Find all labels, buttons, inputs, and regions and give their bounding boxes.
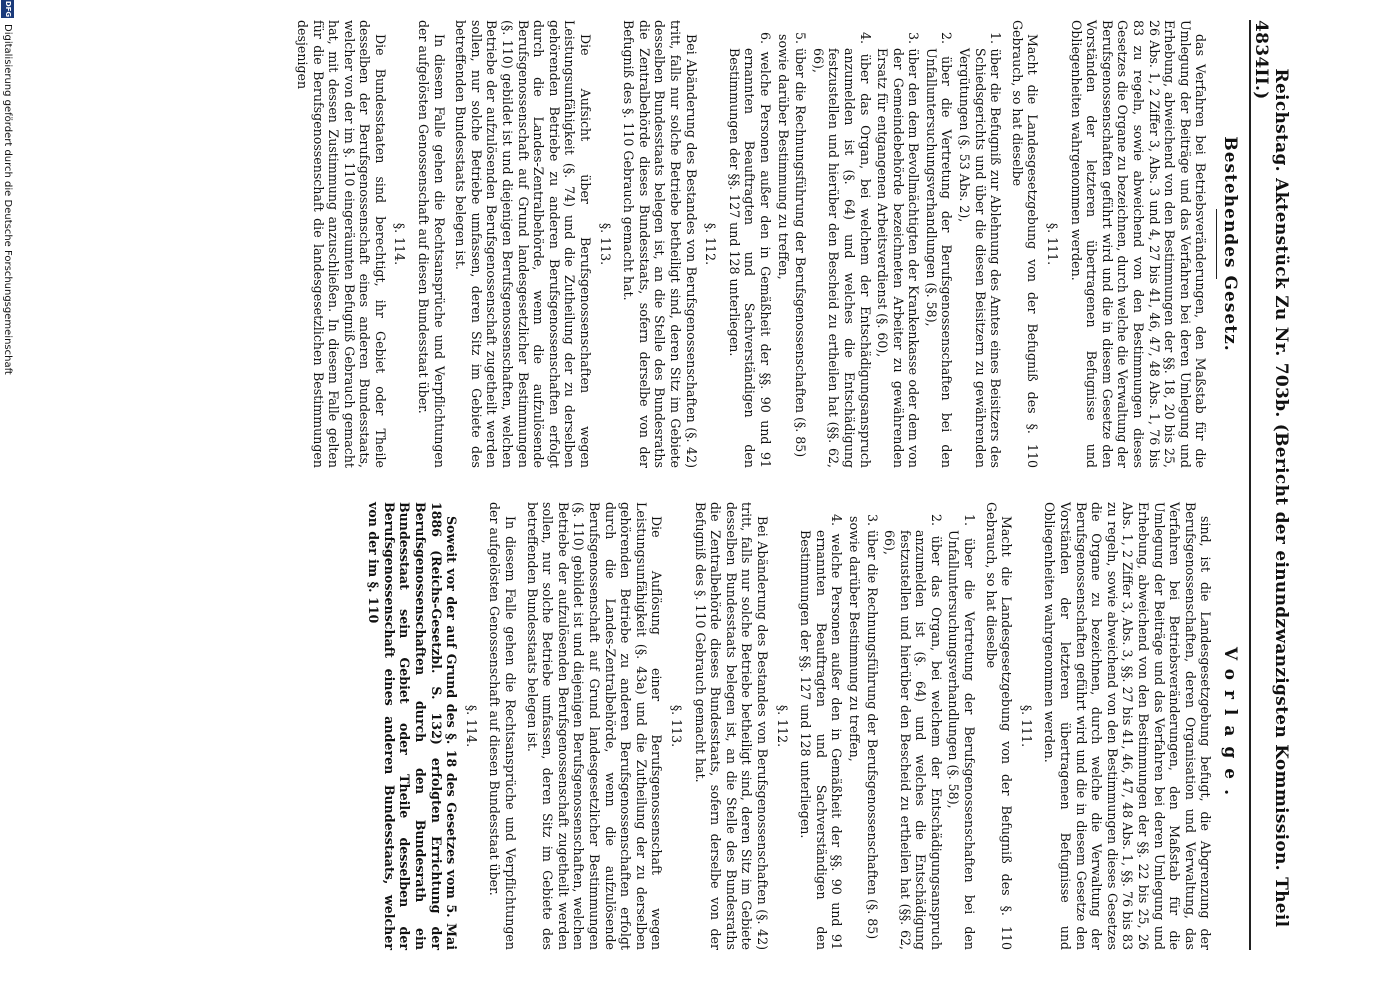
page-number: 4834 xyxy=(1251,20,1271,69)
section-113-title: §. 113. xyxy=(597,222,613,266)
section-114-text: Die Bundesstaaten sind berechtigt, ihr Gebiet oder Theile desselben der Berufsgenossenschaft eines anderen Bundesstaats, welcher von der im §. 110 eingeräumten Befugniß Gebrauch gemacht hat, mit dessen Zustimmung anzuschließen. In diesem Falle gelten für die Berufsgenossenschaft die landesgesetzlichen Bestimmungen desjenigen xyxy=(294,20,388,468)
heading-rule xyxy=(1216,209,1217,279)
header-title: Reichstag. Aktenstück Zu Nr. 703b. (Bericht der einundzwanzigsten Kommission. Theil II.) xyxy=(1251,68,1291,928)
section-111-item-6: 6. welche Personen außer den in Gemäßheit der §§. 90 und 91 ernannten Beauftragten und Sachverständigen den Bestimmungen der §§. 127 und 128 unterliegen. xyxy=(726,32,773,468)
section-111-item-4: 4. über das Organ, bei welchem der Entschädigungsanspruch anzumelden ist (§. 64) und welches die Entschädigung festzustellen und hierüber den Bescheid zu ertheilen hat (§§. 62, 66), xyxy=(810,32,873,468)
page-header xyxy=(1249,20,1291,950)
section-111-item-4: 4. welche Personen außer den in Gemäßheit der §§. 90 und 91 ernannten Beauftragten und Sachverständigen den Bestimmungen der §§. 127 und 128 unterliegen. xyxy=(798,514,845,950)
document-page xyxy=(17,20,1377,950)
section-111-item-2: 2. über das Organ, bei welchem der Entschädigungsanspruch anzumelden ist (§. 64) und welches die Entschädigung festzustellen und hierüber den Bescheid zu ertheilen hat (§§. 62, 66), xyxy=(882,514,944,950)
section-112-text: Bei Abänderung des Bestandes von Berufsgenossenschaften (§. 42) tritt, falls nur solche Betriebe betheiligt sind, deren Sitz im Gebiete desselben Bundesstaats belegen ist, an die Stelle des Bundesraths die Zentralbehörde dieses Bundesstaats, sofern derselbe von der Befugniß des §. 110 Gebrauch gemacht hat. xyxy=(621,20,699,468)
section-112-title: §. 112. xyxy=(703,222,719,266)
section-113-title: §. 113. xyxy=(669,704,684,748)
section-111-title: §. 111. xyxy=(1018,704,1034,748)
section-111-item-1: 1. über die Vertretung der Berufsgenossenschaften bei den Unfalluntersuchungsverhandlungen (§. 58), xyxy=(946,514,978,950)
section-113-text: Die Aufsicht über Berufsgenossenschaften wegen Leistungsunfähigkeit (§. 74) und die Zutheilung der zu derselben gehörenden Betriebe zu anderen Berufsgenossenschaften erfolgt durch die Landes-Zentralbehörde, wenn die aufzulösende Berufsgenossenschaft auf Grund landesgesetzlicher Bestimmungen (§. 110) gebildet ist und diejenigen Berufsgenossenschaften, welchen Betriebe der aufzulösenden Berufsgenossenschaft zugetheilt werden sollen, nur solche Betriebe umfassen, deren Sitz im Gebiete des betreffenden Bundesstaats belegen ist. xyxy=(453,20,594,468)
section-111-mid: sowie darüber Bestimmung zu treffen, xyxy=(846,516,862,762)
column-existing-law xyxy=(288,20,1240,468)
section-113-text-2: In diesem Falle gehen die Rechtsansprüche und Verpflichtungen der aufgelösten Genossenschaft auf diesen Bundesstaat über. xyxy=(416,20,447,468)
section-111-intro: Macht die Landesgesetzgebung von der Befugniß des §. 110 Gebrauch, so hat dieselbe xyxy=(1009,20,1041,468)
section-111-item-2: 2. über die Vertretung der Berufsgenossenschaften bei den Unfalluntersuchungsverhandlungen (§. 58), xyxy=(923,32,955,468)
section-111-mid: sowie darüber Bestimmung zu treffen, xyxy=(775,34,791,280)
section-111-item-1: 1. über die Befugniß zur Ablehnung des Amtes eines Beisitzers des Schiedsgerichts und über die diesen Beisitzern zu gewährenden Vergütungen (§. 53 Abs. 2), xyxy=(957,32,1004,468)
column-heading-proposal: Vorlage. xyxy=(1220,646,1240,806)
intro-paragraph: das Verfahren bei Betriebsveränderungen, den Maßstab für die Umlegung der Beiträge und das Verfahren bei deren Umlegung und Erhebung, abweichend von den Bestimmungen der §§. 18, 20 bis 25, 26 Abs. 1, 2 Ziffer 3, Abs. 3 und 4, 27 bis 41, 46, 47, 48 Abs. 1, 76 bis 83 zu regeln, sowie abweichend von den Bestimmungen dieses Gesetzes die Organe zu bezeichnen, durch welche die Verwaltung der Berufsgenossenschaften geführt wird und die in diesem Gesetze den Vorständen der letzteren übertragenen Befugnisse und Obliegenheiten wahrgenommen werden. xyxy=(1068,20,1209,468)
credit-text: Digitalisierung gefördert durch die Deutsche Forschungsgemeinschaft xyxy=(2,24,14,375)
digitization-credit-strip xyxy=(0,0,17,1000)
intro-paragraph: sind, ist die Landesgesetzgebung befugt, die Abgrenzung der Berufsgenossenschaften, deren Organisation und Verwaltung, das Verfahren bei Betriebsveränderungen, den Maßstab für die Umlegung der Beiträge und das Verfahren bei deren Umlegung und Erhebung, abweichend von den Bestimmungen der §§. 22 bis 25, 26 Abs. 1, 2 Ziffer 3, Abs. 3, §§. 27 bis 41, 46, 47, 48 Abs. 1, §§. 76 bis 83 zu regeln, sowie abweichend von den Bestimmungen dieses Gesetzes die Organe zu bezeichnen, durch welche die Verwaltung der Berufsgenossenschaften geführt wird und die in diesem Gesetze den Vorständen der letzteren übertragenen Befugnisse und Obliegenheiten wahrgenommen werden. xyxy=(1042,502,1214,950)
section-111-item-5: 5. über die Rechnungsführung der Berufsgenossenschaften (§. 85) xyxy=(793,32,809,458)
column-proposal xyxy=(360,502,1240,950)
section-114-text: Soweit vor der auf Grund des §. 18 des Gesetzes vom 5. Mai 1886 (Reichs-Gesetzbl. S. 132) erfolgten Errichtung der Berufsgenossenschaften durch den Bundesrath ein Bundesstaat sein Gebiet oder Theile desselben der Berufsgenossenschaft eines anderen Bundesstaats, welcher von der im §. 110 xyxy=(366,502,460,950)
section-111-intro: Macht die Landesgesetzgebung von der Befugniß des §. 110 Gebrauch, so hat dieselbe xyxy=(983,502,1015,950)
section-114-title: §. 114. xyxy=(392,222,408,266)
column-heading-existing: Bestehendes Gesetz. xyxy=(1220,136,1240,352)
section-111-item-3: 3. über den dem Bevollmächtigten der Krankenkasse oder dem von der Gemeindebehörde bezeichneten Arbeiter zu gewährenden Ersatz für entgangenen Arbeitsverdienst (§. 60), xyxy=(875,32,922,468)
dfg-logo-icon: DFG xyxy=(2,0,15,18)
section-111-title: §. 111. xyxy=(1045,222,1061,266)
section-114-title: §. 114. xyxy=(463,704,479,748)
section-112-title: §. 112. xyxy=(774,704,790,748)
section-112-text: Bei Abänderung des Bestandes von Berufsgenossenschaften (§. 42) tritt, falls nur solche Betriebe betheiligt sind, deren Sitz im Gebiete desselben Bundesstaats belegen ist, an die Stelle des Bundesraths die Zentralbehörde dieses Bundesstaats, sofern derselbe von der Befugniß des §. 110 Gebrauch gemacht hat. xyxy=(692,502,770,950)
digitization-credit xyxy=(0,0,17,1000)
section-111-item-3: 3. über die Rechnungsführung der Berufsgenossenschaften (§. 85) xyxy=(864,514,880,940)
section-113-text-2: In diesem Falle gehen die Rechtsansprüche und Verpflichtungen der aufgelösten Genossenschaft auf diesen Bundesstaat über. xyxy=(487,502,519,950)
section-113-text: Die Auflösung einer Berufsgenossenschaft wegen Leistungsunfähigkeit (§. 43a) und die Zutheilung der zu derselben gehörenden Betriebe zu anderen Berufsgenossenschaften erfolgt durch die Landes-Zentralbehörde, wenn die aufzulösende Berufsgenossenschaft auf Grund landesgesetzlicher Bestimmungen (§. 110) gebildet ist und diejenigen Berufsgenossenschaften, welchen Betriebe der aufzulösenden Berufsgenossenschaft zugetheilt werden sollen, nur solche Betriebe umfassen, deren Sitz im Gebiete des betreffenden Bundesstaats belegen ist. xyxy=(524,502,665,950)
